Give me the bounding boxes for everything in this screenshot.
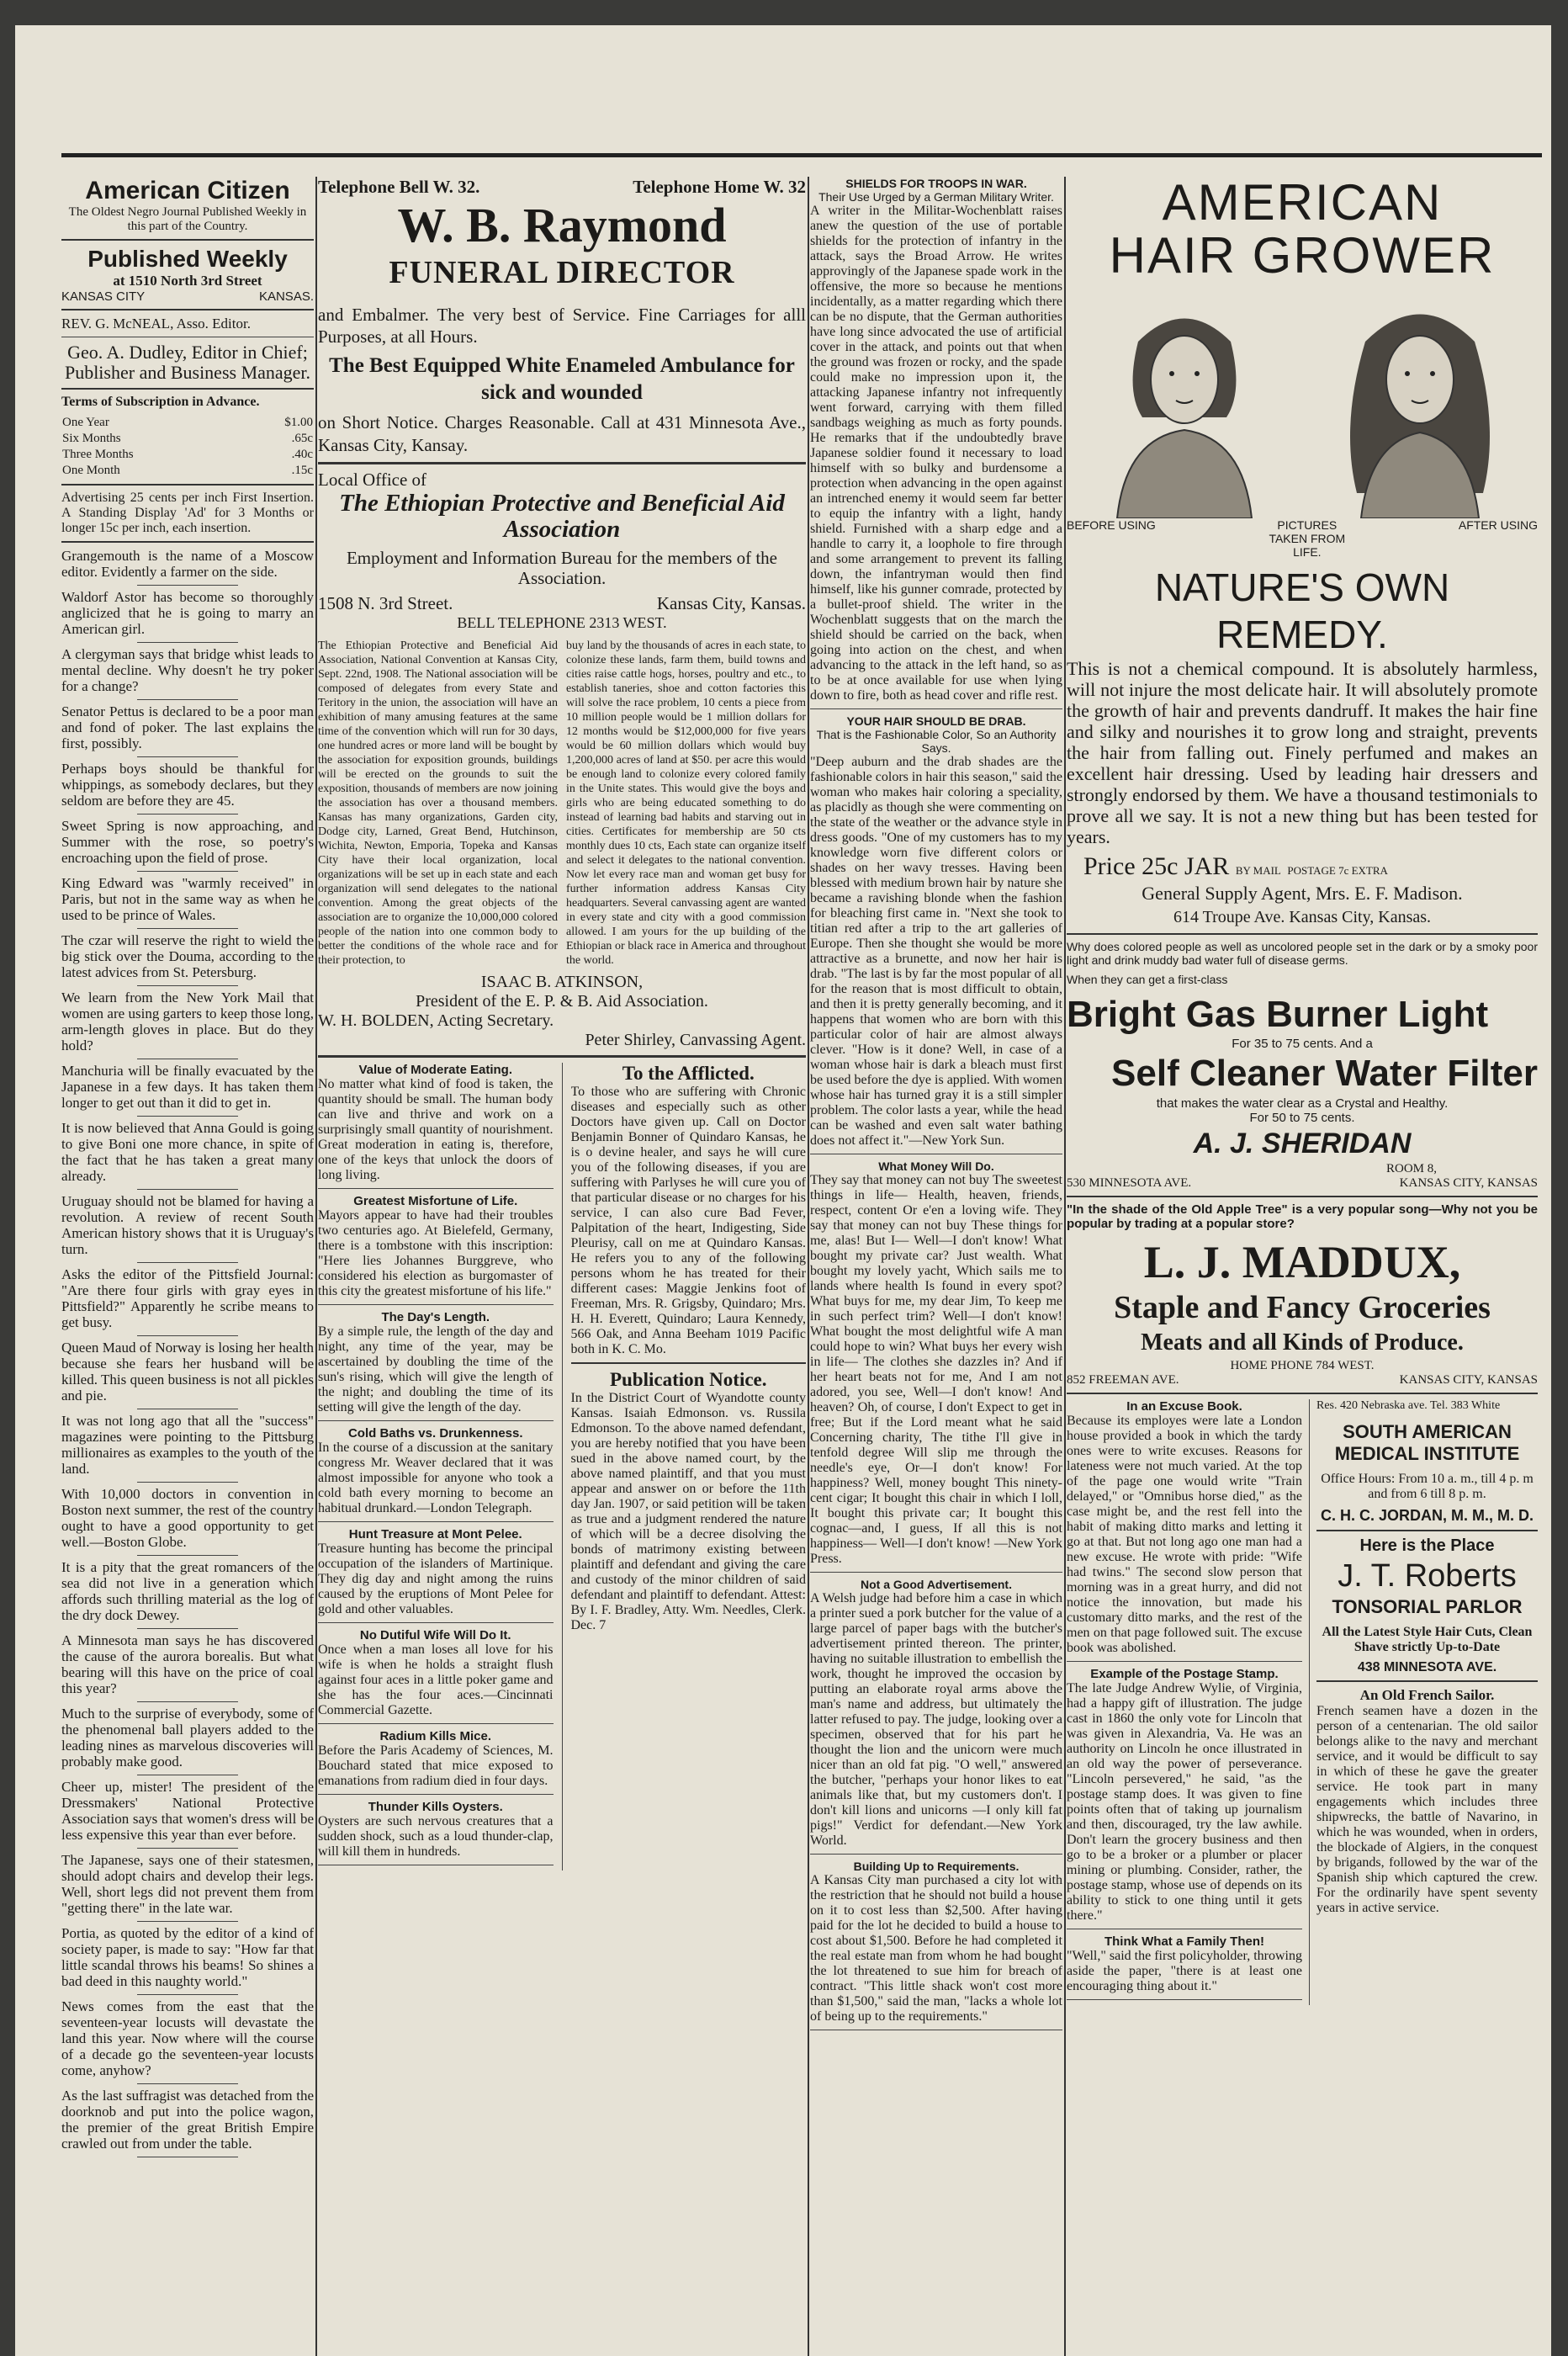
hair-ad-address: 614 Troupe Ave. Kansas City, Kansas.	[1173, 908, 1432, 926]
short-item: The czar will reserve the right to wield the big stick over the Douma, according to the latest advices from St. Petersburg.	[61, 932, 314, 980]
sheridan-gas-price: For 35 to 75 cents. And a	[1232, 1037, 1373, 1051]
article-headline: No Dutiful Wife Will Do It.	[359, 1628, 511, 1642]
article-headline: Building Up to Requirements.	[853, 1860, 1020, 1873]
short-item: A Minnesota man says he has discovered the cause of the aurora borealis. But what bearing will this have on the price of coal this year?	[61, 1632, 314, 1696]
institute-hours: Office Hours: From 10 a. m., till 4 p. m and from 6 till 8 p. m.	[1321, 1472, 1534, 1501]
column-divider	[315, 177, 317, 2356]
raymond-line2: The Best Equipped White Enameled Ambulance for sick and wounded	[329, 354, 795, 404]
short-item: Grangemouth is the name of a Moscow editor. Evidently a farmer on the side.	[61, 548, 314, 580]
masthead-address: at 1510 North 3rd Street	[113, 273, 262, 289]
hair-ad-remedy: NATURE'S OWN REMEDY.	[1154, 565, 1450, 656]
portrait-after	[1336, 291, 1504, 518]
hair-ad-title1: AMERICAN	[1162, 177, 1443, 231]
ethiopian-address: 1508 N. 3rd Street. Kansas City, Kansas.	[318, 593, 806, 613]
institute-doctor: C. H. C. JORDAN, M. M., M. D.	[1320, 1507, 1534, 1524]
raymond-line1: and Embalmer. The very best of Service. Fine Carriages for alll Purposes, at all Hours.	[318, 305, 806, 347]
advertising-rates: Advertising 25 cents per inch First Insertion. A Standing Display 'Ad' for 3 Months or longer 15c per inch, each insertion.	[61, 491, 314, 535]
short-item: Queen Maud of Norway is losing her health because she fears her husband will be killed. This queen business is not all pickles and pie.	[61, 1340, 314, 1404]
ethiopian-agent: Peter Shirley, Canvassing Agent.	[585, 1031, 806, 1049]
sheridan-address: 530 MINNESOTA AVE. KANSAS CITY, KANSAS	[1067, 1176, 1538, 1190]
hair-ad-title2: HAIR GROWER	[1109, 227, 1496, 284]
ethiopian-phone: BELL TELEPHONE 2313 WEST.	[457, 614, 667, 631]
paper-description: The Oldest Negro Journal Published Weekly in this part of the Country.	[68, 205, 307, 233]
sheridan-filter: Self Cleaner Water Filter	[1111, 1053, 1538, 1094]
ethiopian-secretary: W. H. BOLDEN, Acting Secretary.	[318, 1011, 554, 1030]
short-item: We learn from the New York Mail that women are using garters to keep those long, arm-length gloves in place. But do they hold?	[61, 990, 314, 1053]
raymond-name: W. B. Raymond	[397, 198, 727, 252]
column4-lower	[1067, 1399, 1538, 2005]
column-divider	[808, 177, 809, 2356]
publication-text: In the District Court of Wyandotte county Kansas. Isaiah Edmonson. vs. Russila Edmonson. To the above named defendant, you are hereby notified that you have been sued in the above named court, by the above named plaintiff, and that you must appear and answer on or before the 11th day Jan. 1907, or said petition will be taken as true and a judgment rendered the nature of which will be a decree disolving the bonds of matrimony existing between plaintiff and defendant and giving the care and custody of the minor children of said defendant and plaintiff to defendant. Attest: By I. F. Bradley, Atty. Wm. Needles, Clerk. Dec. 7	[570, 1391, 806, 1632]
roberts-address: 438 MINNESOTA AVE.	[1357, 1660, 1497, 1674]
sheridan-filter-desc: that makes the water clear as a Crystal and Healthy.	[1156, 1096, 1449, 1111]
article-text: A Welsh judge had before him a case in which a printer sued a pork butcher for the value of a large parcel of paper bags with the butcher's advertisement printed thereon. The printer, having no suitable illustration to embellish the work, thought he improved the occasion by putting an elaborate royal arms above the man's name and address, but ultimately the latter refused to pay. The judge, looking over a specimen, observed that for his part he thought the lion and the unicorn were much nicer than an old fat pig. "O well," answered the butcher, "perhaps your honor likes to eat animals like that, but my customers don't. I don't kill lions and unicorns —I only kill fat pigs!" Verdict for defendant.—New York World.	[810, 1591, 1062, 1848]
ethiopian-president-title: President of the E. P. & B. Aid Association.	[416, 992, 708, 1011]
roberts-title: TONSORIAL PARLOR	[1332, 1596, 1523, 1617]
article-headline: Cold Baths vs. Drunkenness.	[347, 1426, 523, 1441]
terms-title: Terms of Subscription in Advance.	[61, 395, 260, 409]
short-item: As the last suffragist was detached from the doorknob and put into the police wagon, the premier of the great British Empire crawled out from under the table.	[61, 2088, 314, 2152]
short-item: News comes from the east that the seventeen-year locusts will devastate the land this year. Now where will the course of a decade go the seventeen-year locusts come, anyhow?	[61, 1998, 314, 2078]
sheridan-room: ROOM 8,	[1385, 1162, 1437, 1175]
short-item: The Japanese, says one of their statesmen, should adopt chairs and develop their legs. Well, short legs did not prevent them from "getting there" in the late war.	[61, 1852, 314, 1916]
short-item: Senator Pettus is declared to be a poor man and fond of poker. The last explains the first, possibly.	[61, 703, 314, 751]
raymond-line3: on Short Notice. Charges Reasonable. Call at 431 Minnesota Ave., Kansas City, Kansay.	[318, 412, 806, 455]
short-item: Perhaps boys should be thankful for whippings, as somebody declares, but they seldom are before they are 45.	[61, 761, 314, 809]
column2-lower	[318, 1063, 806, 1870]
short-item: Much to the surprise of everybody, some of the phenomenal ball players added to the leading nines as marvelous discoveries will probably make good.	[61, 1706, 314, 1770]
sailor-text: French seamen have a dozen in the person of a centenarian. The old sailor belongs alike to the navy and merchant service, and it would be difficult to say in which of these he gave the greater service. He took part in many engagements which includes three shipwrecks, the battle of Navarino, in which he was wounded, when in orders, the blockade of Algiers, in the conquest by brigands, followed by the war of the Spanish ship which captured the crew. For the ordinarily have spent seventy years in active service.	[1316, 1704, 1538, 1915]
roberts-name: J. T. Roberts	[1338, 1558, 1517, 1594]
article-headline: The Day's Length.	[381, 1310, 490, 1324]
article-subhead: That is the Fashionable Color, So an Authority Says.	[816, 728, 1057, 755]
column2-lower-left	[318, 1063, 554, 1870]
hair-ad-portraits	[1067, 291, 1538, 518]
article-text: They say that money can not buy The sweetest things in life— Health, heaven, friends, respect, content Or e'en a loving wife. They say that money can not buy These things for me, alas! But I— Well—I don't know! What bought my private car? Just wealth. What bought my lovely yacht, Which sails me to lands where health Is found in every spot? What buys for me, my dear Jim, To keep me in such perfect trim? Well—I don't know! What bought the most delightful wife A man could hope to win? What buys her every wish in life— The clothes she dazzles in? And if her heart beats not for me, And I am not adored, you see, Well—I don't know! And heaven? Oh, of course, I don't Expect to get in free; But if the Lord meant what he said Concerning charity, The tithe I'll give in tenfold degree Will slip me through the needle's eye, Or—I don't know! For happiness? Well, money bought This ninety-cent cigar; It bought this chair in which I loll, It bought this private car; It bought this cognac—and, I guess, If all this is not happiness— Well—I don't know! —New York Press.	[810, 1173, 1062, 1566]
ethiopian-local-office: Local Office of	[318, 470, 427, 490]
editor-in-chief: Geo. A. Dudley, Editor in Chief; Publisher and Business Manager.	[64, 342, 311, 383]
sailor-headline: An Old French Sailor.	[1359, 1687, 1495, 1703]
article-text: Oysters are such nervous creatures that a sudden shock, such as a loud thunder-clap, will kill them in hundreds.	[318, 1814, 554, 1859]
sheridan-name: A. J. SHERIDAN	[1193, 1128, 1412, 1159]
hair-ad-body: This is not a chemical compound. It is absolutely harmless, will not injure the most delicate hair. It will absolutely promote the growth of hair and prevents dandruff. It makes the hair fine and silky and nourishes it to grow long and straight, prevents the hair from falling out. Finely perfumed and makes an excellent hair dressing. Used by leading hair dressers and strongly endorsed by them. We have a thousand testimonials to prove all we say. It is not a new thing but has been tested for years.	[1067, 658, 1538, 847]
afflicted-headline: To the Afflicted.	[622, 1063, 755, 1084]
short-item: Uruguay should not be blamed for having a revolution. A review of recent South American history shows that it is Uruguay's turn.	[61, 1193, 314, 1257]
maddux-line1: Staple and Fancy Groceries	[1114, 1290, 1491, 1325]
short-item: It was not long ago that all the "success" magazines were pointing to the Pittsburg millionaires as examples to the youth of the land.	[61, 1413, 314, 1477]
article-headline: In an Excuse Book.	[1126, 1399, 1242, 1414]
article-text: Mayors appear to have had their troubles two centuries ago. At Bielefeld, Germany, there is a tombstone with this inscription: "Here lies Johannes Burggreve, who considered his election as burgomaster of this city the greatest misfortune of his life."	[318, 1208, 554, 1298]
short-item: Manchuria will be finally evacuated by the Japanese in a few days. It has taken them longer to get out than it did to get in.	[61, 1063, 314, 1111]
column-masthead	[61, 177, 314, 2356]
article-headline: Think What a Family Then!	[1104, 1934, 1264, 1949]
short-item: A clergyman says that bridge whist leads to mental decline. Why doesn't he try poker for a change?	[61, 646, 314, 694]
article-headline: Value of Moderate Eating.	[358, 1063, 513, 1077]
maddux-phone: HOME PHONE 784 WEST.	[1230, 1359, 1375, 1372]
short-item: Cheer up, mister! The president of the Dressmakers' National Protective Association says that women's dress will be less expensive this year than ever before.	[61, 1779, 314, 1843]
raymond-telephones: Telephone Bell W. 32. Telephone Home W. 32	[318, 177, 806, 197]
raymond-title: FUNERAL DIRECTOR	[389, 255, 735, 290]
short-item: It is a pity that the great romancers of the sea did not live in a generation which affords such thrilling material as the log of the dry dock Dewey.	[61, 1559, 314, 1623]
sheridan-when: When they can get a first-class	[1067, 973, 1228, 986]
maddux-line2: Meats and all Kinds of Produce.	[1141, 1329, 1464, 1356]
sheridan-gas: Bright Gas Burner Light	[1067, 994, 1489, 1035]
institute-residence: Res. 420 Nebraska ave. Tel. 383 White	[1316, 1399, 1501, 1412]
short-item: King Edward was "warmly received" in Paris, but not in the same way as when he used to be prince of Wales.	[61, 875, 314, 923]
column-ads-right	[1067, 177, 1538, 2356]
article-headline: Radium Kills Mice.	[379, 1729, 492, 1743]
article-headline: Thunder Kills Oysters.	[368, 1800, 503, 1814]
terms-table: One Year $1.00 Six Months .65c Three Months .40c One Month .15c	[62, 416, 313, 477]
article-headline: Not a Good Advertisement.	[861, 1578, 1012, 1591]
short-item: It is now believed that Anna Gould is going to give Boni one more chance, in spite of the fact that he has taken a great many already.	[61, 1120, 314, 1184]
hair-ad-captions: BEFORE USING PICTURES TAKEN FROM LIFE. AFTER USING	[1067, 518, 1538, 559]
publication-headline: Publication Notice.	[609, 1369, 767, 1390]
column-articles	[810, 177, 1062, 2356]
roberts-intro: Here is the Place	[1359, 1536, 1495, 1555]
article-text: Because its employes were late a London house provided a book in which the tardy ones were to write excuses. Reasons for lateness were not much varied. At the top of the page one would write "Train delayed," or "Omnibus horse died," as the case might be, and the rest fell into the habit of making ditto marks and letting it go at that. But not long ago one man had a new excuse. He wrote with pride: "Wife had twins." The second slow person that morning was in a great hurry, and did not notice the innovation, but made his customary ditto marks, and the rest of the men on that page followed suit. The excuse book was abolished.	[1067, 1414, 1302, 1655]
masthead-city: KANSAS CITY KANSAS.	[61, 289, 314, 304]
paper-title: American Citizen	[85, 177, 290, 204]
short-item: Waldorf Astor has become so thoroughly anglicized that he is going to marry an American girl.	[61, 589, 314, 637]
ethiopian-bureau: Employment and Information Bureau for the members of the Association.	[346, 548, 778, 588]
article-headline: Hunt Treasure at Mont Pelee.	[348, 1527, 522, 1541]
portrait-before	[1100, 291, 1269, 518]
top-rule	[61, 153, 1542, 157]
column-ads	[318, 177, 806, 2356]
column4-lower-left	[1067, 1399, 1302, 2005]
article-headline: SHIELDS FOR TROOPS IN WAR.	[845, 177, 1027, 190]
article-headline: YOUR HAIR SHOULD BE DRAB.	[846, 714, 1026, 728]
article-headline: What Money Will Do.	[878, 1159, 994, 1173]
newspaper-page	[15, 25, 1551, 2356]
article-text: Treasure hunting has become the principal occupation of the islanders of Martinique. They dig day and night among the ruins caused by the eruptions of Mont Pelee for gold and other valuables.	[318, 1541, 554, 1616]
institute-name: SOUTH AMERICAN MEDICAL INSTITUTE	[1334, 1421, 1520, 1464]
article-text: Once when a man loses all love for his wife is when he holds a straight flush against four aces in a little poker game and she has the four aces.—Cincinnati Commercial Gazette.	[318, 1642, 554, 1717]
article-subhead: Their Use Urged by a German Military Writer.	[818, 190, 1054, 204]
column-divider	[1064, 177, 1066, 2356]
article-headline: Greatest Misfortune of Life.	[353, 1194, 518, 1208]
sheridan-filter-price: For 50 to 75 cents.	[1249, 1111, 1355, 1125]
short-item: Asks the editor of the Pittsfield Journal: "Are there four girls with gray eyes in Pittsfield?" Apparently he scribe means to get busy.	[61, 1266, 314, 1330]
ethiopian-body: The Ethiopian Protective and Beneficial Aid Association, National Convention at Kansas City, Sept. 22nd, 1908. The National association will be composed of delegates from every State and Teritory in the union, the association will have an exhibition of many amusing features at the same time of the convention which will run for 30 days, one hundred acres or more land will be bought by the association for exposition grounds, buildings will be erected on the grounds to suit the exposition, thousands of members are now joining the association has over a thousand members. Kansas has many organizations, Garden city, Dodge city, Larned, Great Bend, Hutchinson, Wichita, Newton, Emporia, Topeka and Kansas City have their local organization, local organizations will be set up in each state and each organization will send delegates to the national convention. Among the great objects of the association are to organize the 10,000,000 colored people of the nation into one common body to better the conditions of the whole race and for their protection, to buy land by the thousands of acres in each state, to colonize these lands, farm them, build towns and cities raise cattle hogs, horses, poultry and etc., to establish taneries, shoe and cotton factories this will solve the race problem, 10 cents a piece from 10 million people would be 1 million dollars for 12 months would be $12,000,000 for five years would be 60 million dollars which would buy 1,200,000 acres of land at $50. per acre this would be enough land to colonize every colored family in the Unite states. This would give the boys and girls who are being educated something to do instead of learning bad habits and starving out in cities. Certificates for membership are 50 cts monthly dues 10 cts, Each state can organize itself and select it delegates to the national convention. Now let every race man and woman get busy for further information address Kansas City headquarters. Several canvassing agent are wanted in every state and city with a good commission allowed. I am yours for the up building of the Ethiopian or black race in America and throughout the world.	[318, 639, 806, 967]
article-text: A Kansas City man purchased a city lot with the restriction that he should not build a house on it to cost less than $2,500. After having paid for the lot he decided to build a house to cost about $1,500. Before he had completed it the real estate man from whom he had bought the lot threatened to sue him for breach of contract. "This little shack won't cost more than $1,500," said the man, "lacks a whole lot of being up to the requirements."	[810, 1873, 1062, 2024]
hair-ad-agent: General Supply Agent, Mrs. E. F. Madison.	[1142, 883, 1463, 904]
short-item: With 10,000 doctors in convention in Boston next summer, the rest of the country ought to have a good opportunity to get well.—Boston Globe.	[61, 1486, 314, 1550]
article-headline: Example of the Postage Stamp.	[1090, 1667, 1279, 1681]
maddux-name: L. J. MADDUX,	[1143, 1237, 1461, 1287]
ethiopian-name: The Ethiopian Protective and Beneficial Aid Association	[339, 490, 785, 543]
afflicted-text: To those who are suffering with Chronic diseases and especially such as other Doctors have given up. Call on Doctor Benjamin Bonner of Quindaro Kansas, he is o devine healer, and says he will cure you of the following diseases, if you are suffering with Parlyses he will cure you of that particular disease or no charges for his service, I can also cure Bad Fever, Palpitation of the heart, Indigesting, Side Pleurisy, call on me at Quindaro Kansas. He refers you to any of the following persons whom he has treated for their different cases: Maggie Jenkins foot of Freeman, Mrs. R. Grigsby, Quindaro; Mrs. H. H. Everett, Quindaro; Laura Kennedy, 566 Oak, and Anna Beeham 1019 Pacific both in K. C. Mo.	[570, 1085, 806, 1356]
column2-lower-right	[571, 1063, 807, 1870]
maddux-intro: "In the shade of the Old Apple Tree" is a very popular song—Why not you be popular by trading at a popular store?	[1067, 1202, 1538, 1231]
published-weekly: Published Weekly	[87, 246, 288, 272]
article-text: "Well," said the first policyholder, throwing aside the paper, "there is at least one encouraging thing about it."	[1067, 1949, 1302, 1993]
sheridan-intro: Why does colored people as well as uncolored people set in the dark or by a smoky poor light and drink muddy bad water full of disease germs.	[1067, 940, 1538, 967]
article-text: No matter what kind of food is taken, the quantity should be small. The human body can live and thrive and work on a surprisingly small quantity of nourishment. Great moderation in eating is, therefore, one of the keys that unlock the doors of long living.	[318, 1077, 554, 1182]
article-text: Before the Paris Academy of Sciences, M. Bouchard stated that mice exposed to emanations from radium died in four days.	[318, 1743, 554, 1788]
short-item: Sweet Spring is now approaching, and Summer with the rose, so poetry's encroaching upon the field of prose.	[61, 818, 314, 866]
roberts-desc: All the Latest Style Hair Cuts, Clean Shave strictly Up-to-Date	[1322, 1625, 1533, 1654]
short-items	[61, 548, 314, 2157]
hair-ad-price-line: Price 25c JAR BY MAIL POSTAGE 7c EXTRA	[1083, 852, 1388, 880]
column4-lower-right	[1316, 1399, 1538, 2005]
short-item: Portia, as quoted by the editor of a kind of society paper, is made to say: "How far that little scandal throws his beams! So shines a bad deed in this naughty world."	[61, 1925, 314, 1989]
article-text: In the course of a discussion at the sanitary congress Mr. Weaver declared that it was almost impossible for anyone who took a cold bath every morning to become an habitual drunkard.—London Telegraph.	[318, 1441, 554, 1515]
article-text: By a simple rule, the length of the day and night, any time of the year, may be ascertained by doubling the time of the sun's rising, which will give the length of the night; and doubling the time of its setting will give the length of the day.	[318, 1324, 554, 1414]
article-text: "Deep auburn and the drab shades are the fashionable colors in hair this season," said the woman who makes hair coloring a speciality, as placidly as though she were commenting on the state of the weather or the advance style in dress goods. "One of my customers has to my knowledge worn five different colors or shades on her wavy tresses. Having been blessed with medium brown hair by nature she became a ravishing blonde when the fashion for bleaching first came in. "Next she took to titian red after a trip to the art galleries of Europe. Then she thought she would be more attractive as a brunette, and now her hair is drab. "The last is by far the most popular of all for the reason that is most difficult to obtain, and then it is pretty generally becoming, and it happens that women who are born with this particular color of hair are almost always clever. "How is it done? Well, in case of a woman whose hair is dark a bleach must first be used before the dye is applied. With women whose hair has turned gray it is a still simpler problem. The color lasts a year, while the head can be washed and even salt water bathing does not affect it."—New York Sun.	[810, 755, 1062, 1148]
article-text: The late Judge Andrew Wylie, of Virginia, had a happy gift of illustration. The judge cast in 1860 the only vote for Lincoln that was given in Alexandria, Va. He was an authority on Lincoln he once illustrated in an old way the power of perseverance. "Lincoln persevered," he said, "as the postage stamp does. It was given to fine points often that of taking up journalism and then, discouraged, try the law awhile. Don't learn the grocery business and then go to be a broker or a plumber or placer mining or plumbing. Consider, rather, the postage stamp, whose use of depends on its ability to stick to one thing until it gets there."	[1067, 1681, 1302, 1923]
maddux-address: 852 FREEMAN AVE. KANSAS CITY, KANSAS	[1067, 1373, 1538, 1387]
ethiopian-president: ISAAC B. ATKINSON,	[480, 973, 644, 991]
article-text: A writer in the Militar-Wochenblatt raises anew the question of the use of portable shields for the protection of infantry in the attack, says the Broad Arrow. He writes approvingly of the Japanese spade work in the offensive, the more so because he mentions incidentally, as a matter regarding which there can be no dispute, that the German authorities have long since advocated the use of artificial cover in the attack, and points out that when the ground was frozen or rocky, and the spade could make no impression upon it, the attacking Japanese infantry not infrequently went forward, carrying with them filled sandbags weighing as much as forty pounds. He remarks that if the undoubtedly brave Japanese soldier found it necessary to load himself with so bulky and burdensome a protection when advancing in the open against an intrenched enemy it would seem far better to equip the infantry with a light, handy shield. Furnished with a sharp edge and a handle to carry it, a loophole to fire through and some arrangement to prevent its falling down, the infantryman would then find himself, like his gunner comrade, protected by a bullet-proof shield. The writer in the Wochenblatt suggests that on the march the shield should be carried on the back, when going into action on the chest, and when advancing to the attack in the left hand, so as to be at once available for use when lying down to fire, both as head cover and rifle rest.	[810, 204, 1062, 703]
associate-editor: REV. G. McNEAL, Asso. Editor.	[61, 316, 251, 332]
